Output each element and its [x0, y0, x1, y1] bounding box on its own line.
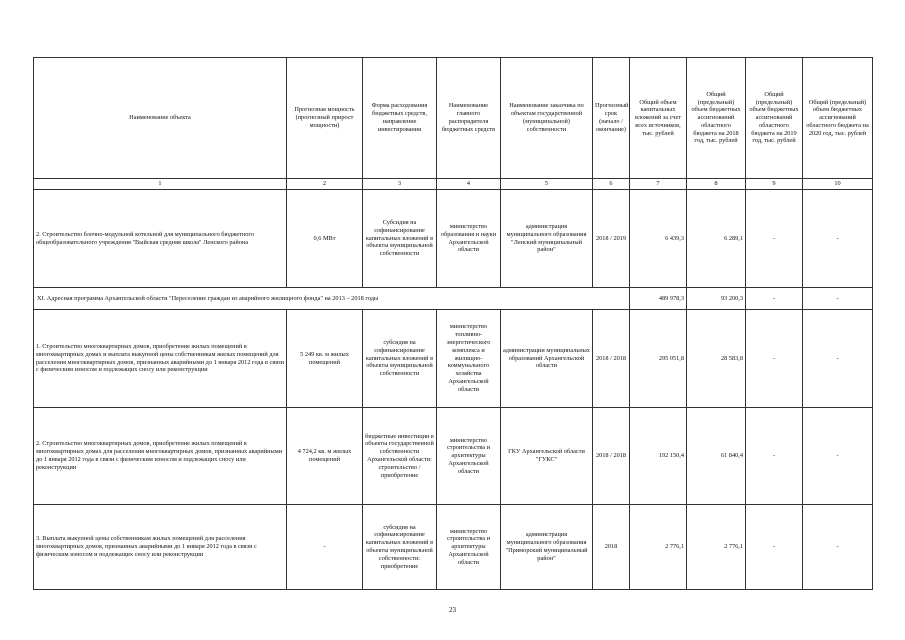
column-number: 1	[34, 179, 287, 190]
column-number: 8	[687, 179, 746, 190]
header-cell: Общий (предельный) объем бюджетных ассигнований областного бюджета на 2020 год, тыс. рублей	[803, 58, 873, 179]
object-name-cell: 1. Строительство многоквартирных домов, приобретение жилых помещений в многоквартирных домах и выплата выкупной цены собственникам жилых помещений для расселения многоквартирных домов, признанных аварийными до 1 января 2012 года в связи с физическим износом и подлежащих сносу или реконструкции	[34, 310, 287, 408]
table-row	[34, 190, 873, 288]
budget-manager-cell: министерство образования и науки Архангельской области	[437, 190, 501, 288]
header-cell: Прогнозная мощность (прогнозный прирост мощности)	[287, 58, 363, 179]
column-number: 10	[803, 179, 873, 190]
column-number: 3	[363, 179, 437, 190]
amount-2019-cell: -	[746, 190, 803, 288]
funding-form-cell: субсидия на софинансирование капитальных вложений в объекты муниципальной собственности	[363, 310, 437, 408]
amount-2020-cell: -	[803, 505, 873, 590]
amount-2018-cell: 28 583,8	[687, 310, 746, 408]
term-cell: 2018 / 2018	[593, 310, 630, 408]
customer-cell: администрации муниципальных образований Архангельской области	[501, 310, 593, 408]
capital-investment-table	[33, 57, 873, 590]
page-number: 23	[449, 606, 456, 614]
amount-2018-cell: 6 289,1	[687, 190, 746, 288]
total-cell: 192 150,4	[630, 408, 687, 505]
header-cell: Наименование заказчика по объектам государственной (муниципальной) собственности	[501, 58, 593, 179]
funding-form-cell: субсидия на софинансирование капитальных вложений в объекты муниципальной собственности: приобретение	[363, 505, 437, 590]
amount-2018-cell: 61 840,4	[687, 408, 746, 505]
amount-2020-cell: -	[803, 310, 873, 408]
column-number: 6	[593, 179, 630, 190]
header-cell: Прогнозный срок (начало / окончание)	[593, 58, 630, 179]
amount-2019-cell: -	[746, 408, 803, 505]
amount-2018-cell: 2 776,1	[687, 505, 746, 590]
amount-2019-cell: -	[746, 505, 803, 590]
term-cell: 2018 / 2018	[593, 408, 630, 505]
header-cell: Форма расходования бюджетных средств, направление инвестирования	[363, 58, 437, 179]
object-name-cell: 2. Строительство многоквартирных домов, приобретение жилых помещений в многоквартирных домах для расселения многоквартирных домов, признанных аварийными до 1 января 2012 года в связи с физическим износом и подлежащих сносу или реконструкции	[34, 408, 287, 505]
term-cell: 2018 / 2019	[593, 190, 630, 288]
budget-manager-cell: министерство строительства и архитектуры Архангельской области	[437, 505, 501, 590]
table-row	[34, 505, 873, 590]
header-cell: Общий объем капитальных вложений за счет всех источников, тыс. рублей	[630, 58, 687, 179]
budget-manager-cell: министерство строительства и архитектуры Архангельской области	[437, 408, 501, 505]
section-total-cell: 489 978,3	[630, 288, 687, 310]
amount-2019-cell: -	[746, 310, 803, 408]
column-number: 7	[630, 179, 687, 190]
table-row	[34, 310, 873, 408]
section-title: XI. Адресная программа Архангельской области "Переселение граждан из аварийного жилищного фонда" на 2013 – 2018 годы	[34, 288, 630, 310]
column-number: 2	[287, 179, 363, 190]
section-2018-cell: 93 200,3	[687, 288, 746, 310]
header-cell: Общий (предельный) объем бюджетных ассигнований областного бюджета на 2018 год, тыс. рублей	[687, 58, 746, 179]
capacity-cell: 5 249 кв. м жилых помещений	[287, 310, 363, 408]
table-header-row	[34, 58, 873, 179]
capacity-cell: 4 724,2 кв. м жилых помещений	[287, 408, 363, 505]
section-2020-cell: -	[803, 288, 873, 310]
section-row	[34, 288, 873, 310]
funding-form-cell: бюджетные инвестиции в объекты государственной собственности Архангельской области: строительство / приобретение	[363, 408, 437, 505]
customer-cell: администрация муниципального образования "Ленский муниципальный район"	[501, 190, 593, 288]
term-cell: 2018	[593, 505, 630, 590]
header-cell: Наименование главного распорядителя бюджетных средств	[437, 58, 501, 179]
budget-manager-cell: министерство топливно-энергетического комплекса и жилищно-коммунального хозяйства Архангельской области	[437, 310, 501, 408]
capacity-cell: -	[287, 505, 363, 590]
total-cell: 295 051,8	[630, 310, 687, 408]
total-cell: 2 776,1	[630, 505, 687, 590]
header-cell: Общий (предельный) объем бюджетных ассигнований областного бюджета на 2019 год, тыс. рублей	[746, 58, 803, 179]
capacity-cell: 0,6 МВт	[287, 190, 363, 288]
total-cell: 6 439,3	[630, 190, 687, 288]
funding-form-cell: Субсидия на софинансирование капитальных вложений в объекты муниципальной собственности	[363, 190, 437, 288]
amount-2020-cell: -	[803, 190, 873, 288]
header-cell: Наименование объекта	[34, 58, 287, 179]
column-number-row	[34, 179, 873, 190]
customer-cell: ГКУ Архангельской области "ГУКС"	[501, 408, 593, 505]
column-number: 4	[437, 179, 501, 190]
column-number: 5	[501, 179, 593, 190]
amount-2020-cell: -	[803, 408, 873, 505]
customer-cell: администрация муниципального образования "Приморский муниципальный район"	[501, 505, 593, 590]
object-name-cell: 3. Выплата выкупной цены собственникам жилых помещений для расселения многоквартирных домов, признанных аварийными до 1 января 2012 года в связи с физическим износом и подлежащих сносу или реконструкции	[34, 505, 287, 590]
column-number: 9	[746, 179, 803, 190]
object-name-cell: 2. Строительство блочно-модульной котельной для муниципального бюджетного общеобразовательного учреждения "Выйская средняя школа" Ленского района	[34, 190, 287, 288]
section-2019-cell: -	[746, 288, 803, 310]
table-row	[34, 408, 873, 505]
